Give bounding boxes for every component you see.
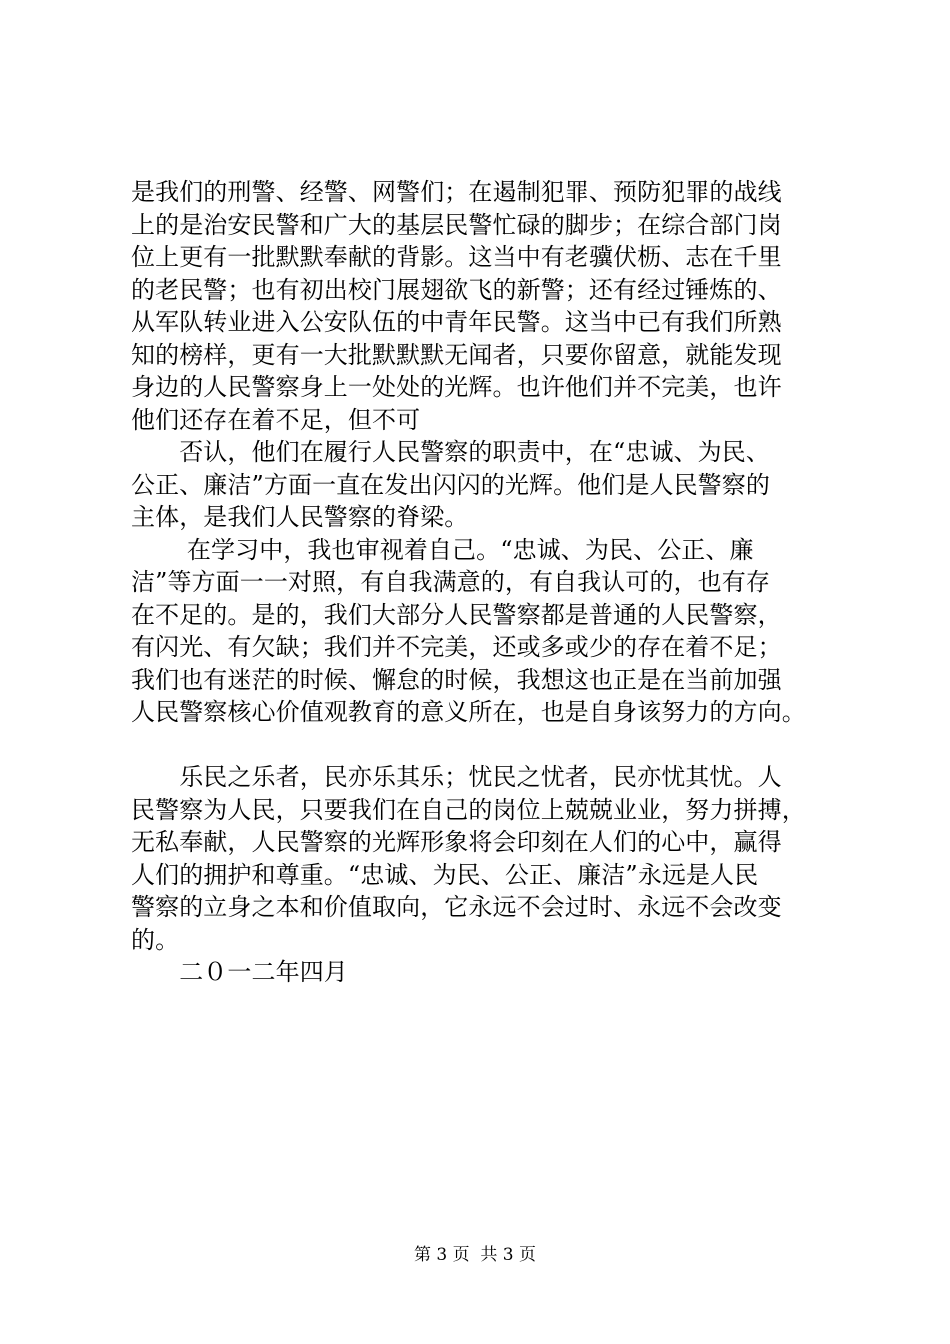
document-body	[131, 176, 861, 989]
text-line: 他们还存在着不足，但不可	[131, 405, 421, 434]
text-line: 上的是治安民警和广大的基层民警忙碌的脚步；在综合部门岗	[131, 210, 782, 239]
text-line: 无私奉献，人民警察的光辉形象将会印刻在人们的心中，赢得	[131, 828, 782, 856]
text-line: 的。	[131, 925, 180, 954]
text-line: 乐民之乐者，民亦乐其乐；忧民之忧者，民亦忧其忧。人	[131, 763, 782, 791]
text-line: 是我们的刑警、经警、网警们；在遏制犯罪、预防犯罪的战线	[131, 178, 782, 206]
text-line: 我们也有迷茫的时候、懈怠的时候，我想这也正是在当前加强	[131, 665, 782, 694]
text-line: 民警察为人民，只要我们在自己的岗位上兢兢业业，努力拼搏，	[131, 795, 806, 824]
text-line: 主体，是我们人民警察的脊梁。	[131, 503, 469, 531]
text-line: 的老民警；也有初出校门展翅欲飞的新警；还有经过锤炼的、	[131, 275, 782, 304]
text-line: 人民警察核心价值观教育的意义所在，也是自身该努力的方向。	[131, 698, 806, 726]
text-line: 知的榜样，更有一大批默默默无闻者，只要你留意，就能发现	[131, 340, 782, 369]
text-line: 在学习中，我也审视着自己。“忠诚、为民、公正、廉	[131, 535, 754, 564]
text-line: 位上更有一批默默奉献的背影。这当中有老骥伏枥、志在千里	[131, 243, 782, 271]
text-line: 警察的立身之本和价值取向，它永远不会过时、永远不会改变	[131, 893, 782, 921]
text-line: 有闪光、有欠缺；我们并不完美，还或多或少的存在着不足；	[131, 633, 782, 661]
text-line: 在不足的。是的，我们大部分人民警察都是普通的人民警察，	[131, 600, 782, 629]
page-footer: 第 3 页 共 3 页	[413, 1245, 537, 1265]
text-line: 从军队转业进入公安队伍的中青年民警。这当中已有我们所熟	[131, 308, 782, 336]
text-line: 人们的拥护和尊重。“忠诚、为民、公正、廉洁”永远是人民	[131, 860, 759, 889]
text-line: 身边的人民警察身上一处处的光辉。也许他们并不完美，也许	[131, 373, 782, 401]
text-line: 公正、廉洁”方面一直在发出闪闪的光辉。他们是人民警察的	[131, 470, 770, 499]
text-line: 洁”等方面一一对照，有自我满意的，有自我认可的，也有存	[131, 568, 770, 596]
paragraph-spacer	[131, 729, 861, 762]
text-line: 否认，他们在履行人民警察的职责中，在“忠诚、为民、	[131, 438, 770, 466]
text-line: 二０一二年四月	[131, 958, 348, 986]
